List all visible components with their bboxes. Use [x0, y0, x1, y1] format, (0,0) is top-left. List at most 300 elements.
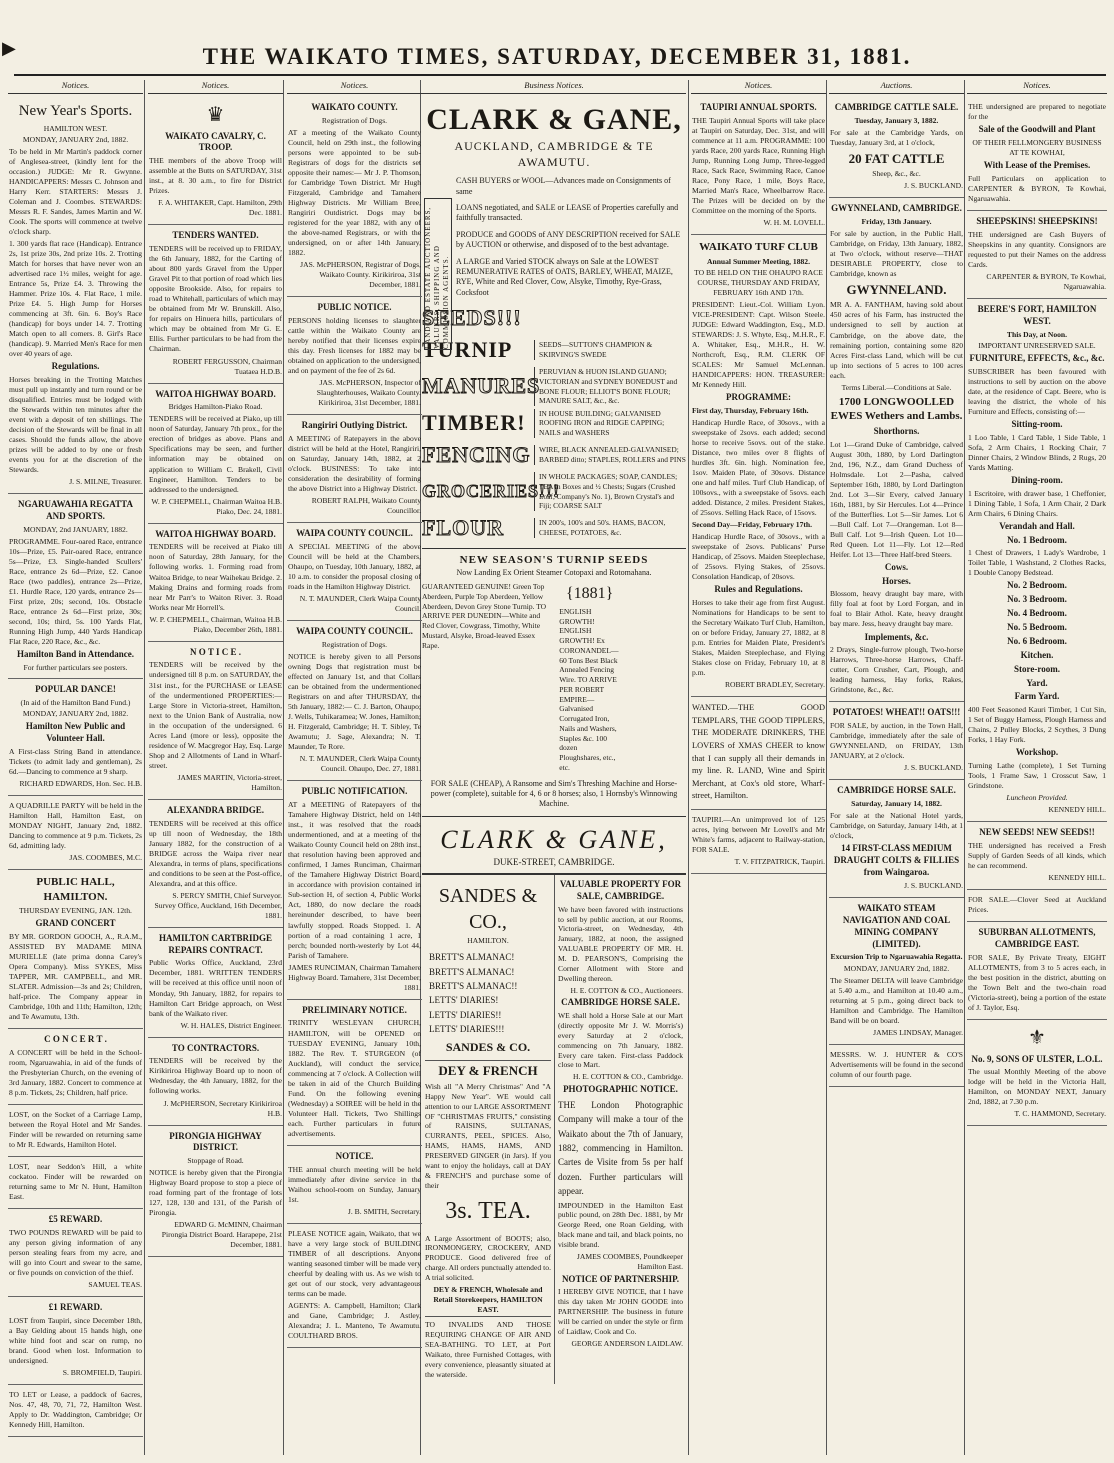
ad-title: HAMILTON CARTBRIDGE REPAIRS CONTRACT.: [159, 932, 272, 955]
masthead-title: THE WAIKATO TIMES, SATURDAY, DECEMBER 31, 1881.: [202, 44, 912, 69]
lost-cockatoo-ad: [8, 1157, 143, 1209]
ad-signature: J. S. BUCKLAND.: [904, 763, 963, 773]
ad-title: SHEEPSKINS! SHEEPSKINS!: [976, 216, 1098, 227]
ad-body: NOTICE is hereby given to all Persons owning Dogs that registration must be effected on January 1st, and that Collars can be obtained from the undermentioned Registrars on and after THURSDAY, the 5th January, 1882:— C. J. Barton, Ohaupo; J. Wells, Tuhikaramea; W. Jones, Hamilton; H. Fitzgerald, Cambridge; H. T. Sibley, Te Awamutu; J. Sage, Alexandra; N. T. Maunder, Te Rore.: [288, 652, 421, 752]
ad-signature: J. S. BUCKLAND.: [904, 880, 963, 890]
dey-french-body-2: A Large Assortment of BOOTS; also, IRONMONGERY, CROCKERY, AND PRODUCE. Good delivered free of charge. All orders punctually attended to. A trial solicited.: [425, 1233, 551, 1283]
ad-title: N O T I C E .: [190, 646, 241, 657]
ad-signature: JAS. COOMBES, M.C.: [69, 853, 142, 863]
column-divider: [144, 80, 145, 1455]
ad-signature: JAMES RUNCIMAN, Chairman Tamahere Highway Board. Tamahere, 31st December, 1881.: [288, 962, 421, 992]
clark-gane-services: [456, 176, 686, 298]
clover-seed-ad: [967, 890, 1107, 922]
ad-title: POPULAR DANCE!: [35, 684, 116, 695]
ad-body: A QUADRILLE PARTY will be held in the Hamilton Hall, Hamilton East, on MONDAY NIGHT, January 2nd, 1882. Dancing to commence at 9 p.m. Tickets, 2s 6d, admitting lady.: [9, 800, 142, 851]
ad-signature: JAMES LINDSAY, Manager.: [873, 1027, 963, 1037]
column-divider: [283, 80, 284, 1455]
ad-date: MONDAY, JANUARY 2nd, 1882.: [22, 135, 129, 145]
taupiri-land-ad: [691, 810, 826, 874]
ad-section-title: No. 5 Bedroom.: [1007, 622, 1067, 633]
clark-gane-subtitle: AUCKLAND, CAMBRIDGE & TE AWAMUTU.: [454, 139, 654, 169]
service-cash: CASH BUYERS or WOOL—Advances made on Consignments of same: [456, 176, 671, 196]
ad-date: MONDAY, 2nd JANUARY, 1882.: [23, 525, 128, 535]
ad-body: Horses breaking in the Trotting Matches must pull up instantly and turn round or be disqualified. Entries must be lodged with the Stewards within ten minutes after the event with a deposit of ten shillings. The decision of the Stewards will be final in all cases. Should the funds allow, the above prizes will be added to by one or fresh events you for at the discretion of the Stewards.: [9, 375, 142, 475]
ad-date: TO BE HELD ON THE OHAUPO RACE COURSE, THURSDAY AND FRIDAY, FEBRUARY 16th AND 17th.: [694, 267, 823, 297]
column-divider: [826, 80, 827, 1455]
gwynneland-ad: [829, 198, 964, 702]
ad-section-title: Dining-room.: [1011, 474, 1063, 485]
ad-title: New Year's Sports.: [18, 103, 133, 120]
ad-title: PROGRAMME:: [726, 391, 791, 402]
sheepskins-ad: [967, 211, 1107, 299]
goods-desc: IN WHOLE PACKAGES; SOAP, CANDLES; TEA in Boxes and ½ Chests; Sugars (Crushed Loaf, Company's No. 1), Brown Crystal's and Fiji; COARSE SALT: [534, 472, 686, 511]
ad-title: NGARUAWAHIA REGATTA AND SPORTS.: [18, 499, 133, 522]
service-produce: PRODUCE and GOODS of ANY DESCRIPTION received for SALE by AUCTION or otherwise, and disposed of to the best advantage.: [456, 229, 681, 250]
ad-subtitle: Stoppage of Road.: [187, 1156, 244, 1166]
ad-body: FOR SALE, by auction, in the Town Hall, Cambridge, immediately after the sale of GWYNNELAND, on FRIDAY, 13th JANUARY, at 2 o'clock.: [830, 721, 963, 761]
ad-signature: GEORGE ANDERSON LAIDLAW.: [571, 1338, 683, 1348]
ad-body: Handicap Hurdle Race, of 30sovs., with a sweepstake of 2sovs. Publicans' Purse Handicap, of 25sovs. Maiden Steeplechase, of 25sovs. Flying Stakes, of 25sovs. Consolation Handicap, of 20sovs.: [692, 532, 825, 582]
ad-signature: H. E. COTTON & CO., Auctioneers.: [570, 985, 683, 995]
ad-signature: J. S. MILNE, Treasurer.: [69, 477, 142, 487]
ad-title: SUBURBAN ALLOTMENTS, CAMBRIDGE EAST.: [978, 927, 1096, 950]
column-1: [8, 80, 143, 1455]
ad-subtitle: Registration of Dogs.: [321, 640, 388, 650]
goods-row-turnip: [422, 336, 686, 365]
ad-section-title: No. 3 Bedroom.: [1007, 594, 1067, 605]
ad-subtitle: Bridges Hamilton-Piako Road.: [168, 402, 263, 412]
goods-label: FENCING: [422, 441, 531, 467]
programme-day: First day, Thursday, February 16th.: [692, 405, 809, 415]
ad-body: Blossom, heavy draught bay mare, with filly foal at foot by Lord Forgan, and in foal to Blair Athol. Kate, heavy draught bay mare. Jess, heavy draught bay mare.: [830, 589, 963, 629]
ad-lot-detail: Sheep, &c., &c.: [872, 169, 921, 179]
ad-signature: T. V. FITZPATRICK, Taupiri.: [734, 857, 825, 867]
ad-signature: JAS. McPHERSON, Inspector of Slaughterhouses, Waikato County. Kirikiriroa, 31st December, 1881.: [316, 378, 421, 408]
ad-body: PROGRAMME. Four-oared Race, entrance 10s—Prize, £5. Pair-oared Race, entrance 5s—Prize, £3. Single-handed Scullers' Race, entrance 2s 6d—Prize, £2. Canoe Race (two paddles), entrance 2s—Prize, £1. Hurdle Race, 120 yards, entrance 2s—First prize, 20s; second, 10s. Obstacle Race, entrance 2s 6d—First prize, 30s; second, 10s; third, 5s. 100 Yards Flat, Running High Jump, 440 Yards Handicap Flat Race, 220 Race, &c., &c.: [9, 537, 142, 647]
ad-title: WAIKATO CAVALRY, C. TROOP.: [165, 130, 266, 153]
ad-body: For further particulars see posters.: [23, 663, 128, 673]
ad-body: Horses to take their age from first August. Nominations for Handicaps to be sent to the Secretary Waikato Turf Club, Hamilton, on or before Friday, January 27, 1882, at 8 p.m. Entries for Maiden Plate, President's Stakes, Maiden Steeplechase, and Flying Stakes close on Friday, February 10, at 8 p.m.: [692, 598, 825, 678]
ad-title: ALEXANDRA BRIDGE.: [166, 804, 264, 815]
ad-body: PRESIDENT: Lieut.-Col. William Lyon. VICE-PRESIDENT: Capt. Wilson Steele. JUDGE: Edward Waddington, Esq., M.D. STEWARDS: J. S. Whyte, Esq., M.H.R., F. A. Whitaker, Esq., M.H.R., H. W. Northcroft, Esq., R.M. CLERK OF SCALES: Mr Samuel McLennan. HANDICAPPERS: HON. TREASURER: Mr Kennedy Hill.: [692, 299, 825, 389]
ad-title: With Lease of the Premises.: [983, 160, 1091, 171]
ad-body: LOST, near Seddon's Hill, a white cockatoo. Finder will be rewarded on returning same to Mr N. Hunt, Hamilton East.: [9, 1162, 142, 1202]
ad-title: WAIKATO TURF CLUB: [699, 241, 818, 254]
ad-title: TAUPIRI ANNUAL SPORTS.: [700, 102, 817, 113]
ad-body: A First-class String Band in attendance. Tickets (to admit lady and gentleman), 2s 6d.—Dancing to commence at 9 sharp.: [9, 746, 142, 776]
ad-signature: ROBERT FERGUSSON, Chairman Tuataea H.D.B.: [172, 356, 282, 376]
column-heading: Notices.: [287, 80, 422, 94]
ad-section-title: Workshop.: [1015, 747, 1059, 758]
ad-section-title: Sitting-room.: [1011, 418, 1063, 429]
beeres-fort-sale-ad: [967, 299, 1107, 822]
column-7: [967, 80, 1107, 1455]
ad-body: THE undersigned are prepared to negotiate for the: [968, 102, 1106, 122]
ad-note: Luncheon Provided.: [1006, 793, 1068, 803]
ad-body: WE shall hold a Horse Sale at our Mart (directly opposite Mr J. W. Morris's) every Saturday at 2 o'clock, commencing on 7th January, 1882. Every care taken. First-class Paddock close to Mart.: [558, 1011, 683, 1070]
goods-row-fencing: [422, 441, 686, 470]
ad-subtitle: (In aid of the Hamilton Band Fund.): [20, 698, 131, 708]
ad-events: 1. 300 yards flat race (Handicap). Entrance 2s, 1st prize 30s, 2nd prize 10s. 2. Trotting Match for horses that have never won an advertised race 1½ miles, weight for age. Entrance 5s, Prize £4. 3. Throwing the Hammer. Prize 10s. 4. Flat Race, 1 mile. Prize £4. 5. High Jump for Horses commencing at 3ft. 6in. 6. Boy's Race (handicap) for boys under 14. 7. Trotting Match open to all comers. 8. Girl's Race (handicap). 9. Married Men's Race for men over 40 years of age.: [9, 239, 142, 359]
waitoa-bridges-ad: [148, 384, 283, 524]
public-hall-ad: [8, 870, 143, 1029]
turnip-seeds-subheading: Now Landing Ex Orient Steamer Cotopaxi and Rotomahana.: [456, 567, 652, 577]
turnip-right: [559, 582, 686, 773]
ad-title: Hamilton Band in Attendance.: [16, 649, 135, 660]
potatoes-ad: [829, 702, 964, 780]
ad-title: £5 REWARD.: [48, 1214, 103, 1225]
column-5: [691, 80, 826, 1455]
clark-gane-title: CLARK & GANE,: [426, 103, 682, 137]
ad-body: A SPECIAL MEETING of the above Council will be held at the Chambers, Ohaupo, on Tuesday, 10th January, 1882, at 10 a.m. to consider the proposal closing of roads in the Hamilton Highway District.: [288, 542, 421, 592]
ad-section-title: Horses.: [882, 575, 911, 586]
column-heading: Notices.: [967, 80, 1107, 94]
service-loans: LOANS negotiated, and SALE or LEASE of Properties carefully and faithfully transacted.: [456, 203, 679, 223]
ad-title: CAMBRIDGE HORSE SALE.: [561, 997, 680, 1008]
ad-section-title: Store-room.: [1014, 663, 1060, 674]
sandes-dey-column: [422, 875, 554, 1383]
ad-title: PRELIMINARY NOTICE.: [302, 1004, 407, 1015]
ad-body: Full Particulars on application to CARPENTER & BYRON, Te Kowhai, Ngaruawahia.: [968, 174, 1106, 204]
ad-body: TENDERS will be received at Piako, up till noon of Saturday, January 7th prox., for the erection of bridges as above. Plans and Specifications may be seen, and further information may be obtained on application to William C. Brakell, Civil Engineer, Hamilton. Tenders to be addressed to the undersigned.: [149, 414, 282, 494]
goods-label: FLOUR: [422, 514, 504, 540]
ad-date: This Day, at Noon.: [1006, 329, 1068, 339]
lodge-emblem-icon: ⚜: [1028, 1027, 1046, 1050]
ad-title: WAIKATO STEAM NAVIGATION AND COAL MINING COMPANY (LIMITED).: [842, 902, 951, 949]
ad-section-title: No. 6 Bedroom.: [1007, 635, 1067, 646]
pirongia-ad: [148, 1126, 283, 1258]
ad-section-title: No. 1 Bedroom.: [1007, 534, 1067, 545]
ad-terms: Terms Liberal.—Conditions at Sale.: [841, 382, 952, 392]
tenders-wanted-ad: [148, 225, 283, 383]
public-notification-ad: [287, 781, 422, 999]
vertical-banner: [424, 198, 452, 350]
lost-lamp-ad: [8, 1105, 143, 1157]
wanted-ad: [691, 697, 826, 810]
column-heading: Auctions.: [829, 80, 964, 94]
sons-of-ulster-ad: [967, 1020, 1107, 1126]
ad-body: Turning Lathe (complete), 1 Set Turning Tools, 1 Frame Saw, 1 Crosscut Saw, 1 Grindstone.: [968, 761, 1106, 791]
ad-title: TENDERS WANTED.: [172, 230, 259, 241]
ad-subtitle: HAMILTON WEST.: [43, 124, 108, 134]
ad-body: To be held in Mr Martin's paddock corner of Anglesea-street, (kindly lent for the occasion.) JUDGE: Mr R. Gwynne. HANDICAPPERS: Messrs C. Johnson and Harry Kerr. STARTERS: Messrs J. Coleman and J. Coombes. STEWARDS: Messrs R. F. Sandes, James Martin and W. Cook. The sports will commence at twelve o'clock sharp.: [9, 147, 142, 237]
ad-body: WANTED.—THE GOOD TEMPLARS, THE GOOD TIPPLERS, THE MODERATE DRINKERS, THE LOVERS of XMAS CHEER to know that I can supply all their demands in my line. R. LAND, Wine and Spirit Merchant, at Cox's old store, Wharf-street, Hamilton.: [692, 703, 825, 801]
year-box: {1881}: [566, 585, 614, 603]
waitoa-works-ad: [148, 524, 283, 642]
reward-five-ad: [8, 1209, 143, 1297]
quadrille-ad: [8, 796, 143, 870]
cattle-sale-ad: [829, 97, 964, 198]
ad-title: TO CONTRACTORS.: [171, 1042, 260, 1053]
ad-date: MONDAY, JANUARY 2nd, 1882.: [22, 709, 129, 719]
ad-lot: 20 FAT CATTLE: [848, 151, 945, 167]
ad-body: TAUPIRI.—An unimproved lot of 125 acres, lying between Mr Lovell's and Mr White's farms, adjacent to Railway-station, FOR SALE.: [692, 815, 825, 855]
ad-subtitle: Annual Summer Meeting, 1882.: [706, 256, 810, 266]
ad-body: NOTICE is hereby given that the Pirongia Highway Board propose to stop a piece of road forming part of the frontage of lots 127, 128, 130 and 131, of the Parish of Pirongia.: [149, 1168, 282, 1218]
ad-body: TO LET or Lease, a paddock of 6acres, Nos. 47, 48, 70, 71, 72, Hamilton West. Apply to Dr. Waddington, Cambridge; Or Kennedy Hill, Hamilton.: [9, 1390, 142, 1430]
ad-signature: ROBERT RALPH, Waikato County Councillor.: [311, 496, 421, 516]
threshing-machine-sale: FOR SALE (CHEAP), A Ransome and Sim's Threshing Machine and Horse-power (complete), suitable for 4, 6 or 8 horses; also, 1 Hornsby's Winnowing Machine.: [430, 778, 678, 809]
almanac-item: LETTS' DIARIES!: [429, 995, 499, 1006]
ad-section-title: No. 2 Bedroom.: [1007, 580, 1067, 591]
ad-signature: JAS. McPHERSON, Registrar of Dogs, Waikato County. Kirikiriroa, 31st December, 1881.: [300, 260, 421, 290]
ad-body: Handicap Hurdle Race, of 30sovs., with a sweepstake of 2sovs. each added; second horse to receive 5sovs. out of the stake. Distance, two miles over 8 flights of hurdles 3ft. 6in. high. Nomination fee, 1sov. Maiden Plate, of 30sovs. Distance one and half miles. Turf Club Handicap, of 100sovs., with a sweepstake of 5sovs. each added. Distance, 2 miles. President Stakes, of 25sovs. Selling Hack Race, of 15sovs.: [692, 417, 825, 518]
ad-title: Hamilton New Public and Volunteer Hall.: [25, 721, 126, 744]
ad-body: TENDERS will be received up to FRIDAY, the 6th January, 1882, for the Carting of about 800 yards Gravel from the Upper Gravel Pit to that portion of road which lies opposite Brookside. Also, for repairs to road to Whitehall, particulars of which may be obtained from Mr W. Brunskill. Also, for repairs on Hinuera hills, particulars of which may be obtained from Mr G. E. Ellis. Further particulars to be had from the Chairman.: [149, 244, 282, 354]
ad-signature: W. P. CHEPMELL, Chairman, Waitoa H.B. Piako, December 26th, 1881.: [149, 614, 282, 634]
taupiri-sports-ad: [691, 97, 826, 235]
ad-signature: W. P. CHEPMELL, Chairman Waitoa H.B. Piako, Dec. 24, 1881.: [151, 496, 282, 516]
ad-body: For sale at the Cambridge Yards, on Tuesday, January 3rd, at 1 o'clock,: [830, 128, 963, 148]
ad-body: 1 Loo Table, 1 Card Table, 1 Side Table, 1 Sofa, 2 Arm Chairs, 1 Rocking Chair, 7 Dinner Chairs, 2 Window Blinds, 2 Rugs, 20 Yards Matting.: [968, 432, 1106, 472]
goods-desc: PERUVIAN & HUON ISLAND GUANO; VICTORIAN and SYDNEY BONEDUST and BONE FLOUR; ELLIOT'S BONE FLOUR; MANURE SALT, &c., &c.: [534, 367, 686, 406]
ad-body: TWO POUNDS REWARD will be paid to any person giving information of any person stealing fears from my acre, and will go into Court and swear to the same, or five pounds on conviction of the thief.: [9, 1228, 142, 1278]
tea-title: 3s. TEA.: [445, 1198, 531, 1225]
ad-title: BEERE'S FORT, HAMILTON WEST.: [977, 304, 1097, 326]
goods-label: TIMBER!: [422, 409, 526, 435]
ad-signature: J. McPHERSON, Secretary Kirikiriroa H.B.: [163, 1098, 282, 1118]
ad-signature: J. B. SMITH, Secretary.: [347, 1206, 421, 1216]
goods-row-groceries: [422, 472, 686, 511]
column-heading: Business Notices.: [422, 80, 686, 94]
ad-body: THE undersigned has received a Fresh Supply of Garden Seeds of all kinds, which he can recommend.: [968, 841, 1106, 871]
goods-row-flour: [422, 514, 686, 543]
ad-section-title: Verandah and Hall.: [999, 520, 1075, 531]
ad-title: WAITOA HIGHWAY BOARD.: [155, 528, 276, 539]
column-2: [148, 80, 283, 1455]
ad-body: For sale at the National Hotel yards, Cambridge, on Saturday, January 14th, at 1 o'clock,: [830, 811, 963, 841]
ad-section-title: Kitchen.: [1020, 649, 1054, 660]
turnip-seeds-heading: NEW SEASON'S TURNIP SEEDS: [422, 548, 686, 567]
ad-title: POTATOES! WHEAT!! OATS!!!: [832, 707, 961, 718]
contractors-ad: [148, 1038, 283, 1126]
ad-body: We have been favored with instructions to sell by public auction, at our Rooms, Victoria-street, on Wednesday, 4th January, 1882, at noon, the assigned VALUABLE PROPERTY OF MR. H. M. D. PEARSON'S, Comprising the Corner Allotment with Store and Dwelling thereon.: [558, 904, 683, 983]
ad-body: PERSONS holding licenses to slaughter cattle within the Waikato County are hereby notified that their licenses expire this day. Fresh licenses for 1882 may be obtained on application to the undersigned, and on payment of the fee of 2s 6d.: [288, 316, 421, 376]
ad-body: IMPOUNDED in the Hamilton East public pound, on 28th Dec. 1881, by Mr George Reed, one Roan Gelding, with black mane and tail, and black points, no visible brand.: [558, 1200, 683, 1249]
ad-signature: RICHARD EDWARDS, Hon. Sec. H.B.: [19, 778, 142, 788]
property-notice-ad: [148, 642, 283, 800]
column-heading: Notices.: [8, 80, 143, 94]
ad-signature: KENNEDY HILL.: [1048, 805, 1106, 815]
goods-label: SEEDS!!!: [422, 305, 522, 331]
property-column: [554, 875, 686, 1383]
ad-body: I HEREBY GIVE NOTICE, that I have this day taken Mr JOHN GOODE into PARTNERSHIP. The business in future will be carried on under the style or firm of Laidlaw, Cook and Co.: [558, 1287, 683, 1336]
column-3: [287, 80, 422, 1455]
ad-title-big: GWYNNELAND.: [846, 282, 947, 298]
almanac-list: [429, 950, 551, 1036]
ad-body: A CONCERT will be held in the School-room, Ngaruawahia, in aid of the funds of the Presbyterian Church, on the evening of 3rd January, 1882. Concert to commence at 8 p.m. Tickets, 2s; Children, half price.: [9, 1048, 142, 1098]
banner-text: LAND AND ESTATE AUCTIONEERS, VALUERS, SHIPPING AND COMMISSION AGENTS.: [424, 206, 451, 349]
ad-body: AT a meeting of the Waikato County Council, held on 29th inst., the following persons were appointed to be sub-Registrars of dogs for the districts set opposite their names:— Mr J. P. Thomson, for Cambridge Town District. Mr Hugh Fitzgerald, Cambridge and Tamahere Highway Districts. Mr William Bree, Rangiriri Outdistrict. Dogs may be registered for the year 1882, with any of the above-named Registrars, or with the undersigned, on or after 14th January, 1882.: [288, 128, 421, 258]
goods-desc: SEEDS—SUTTON'S CHAMPION & SKIRVING'S SWEDE: [534, 340, 686, 359]
ad-body: TENDERS will be received at Piako till noon of Saturday, 28th January, for the following works. 1. Forming road from Waitoa Bridge, to near Waihekau Bridge. 2. Making Drains and forming roads from near Mr Parr's to Waiton River. 3. Road Works near Mr Horrell's.: [149, 542, 282, 612]
ad-body: AT a MEETING of Ratepayers of the Tamahere Highway District, held on 14th inst., it was resolved that the roads undermentioned, and at a meeting of the Waikato County Council held on 28th inst., that resolution having been approved and confirmed, I James Runciman, Chairman of the Tamahere Highway District Board, in accordance with provision contained in Sub-section H, of section 4, Public Works Act, 1880, do now declare the roads hereinunder described, to have been lawfully stopped. Roads Stopped. 1. A portion of a road containing 1 acre, 1 perch; bounded north-westerly by Lot 44, Parish of Tamahere.: [288, 800, 421, 960]
goods-label: GROCERIES!!!: [422, 480, 561, 501]
ad-body: 1 Chest of Drawers, 1 Lady's Wardrobe, 1 Toilet Table, 1 Washstand, 2 Clothes Racks, 1 Double Canopy Bedstead.: [968, 548, 1106, 578]
ad-body: THE undersigned are Cash Buyers of Sheepskins in any quantity. Consignors are requested to put their Names on the address Cards.: [968, 229, 1106, 269]
column-divider: [964, 80, 965, 1455]
ad-body: A MEETING of Ratepayers in the above district will be held at the Hotel, Rangiriri, on Saturday, January 14th, 1882, at 2 o'clock. BUSINESS: To take into consideration the desirability of forming the above District into a Highway District.: [288, 434, 421, 494]
turnip-seeds-grid: [422, 582, 686, 773]
ad-title: Rules and Regulations.: [714, 584, 803, 595]
ad-title: Sale of the Goodwill and Plant: [978, 124, 1096, 135]
ad-subtitle: GRAND CONCERT: [35, 918, 116, 929]
sandes-title: SANDES & CO.,: [438, 885, 538, 934]
service-stock: A LARGE and Varied STOCK always on Sale at the LOWEST REMUNERATIVE RATES of OATS, BARLEY, WHEAT, MAIZE, RYE, White and Red Clover, Cow, Alsyke, Timothy, Rye-Grass, Cocksfoot: [456, 256, 673, 297]
ad-signature: CARPENTER & BYRON, Te Kowhai, Ngaruawahia.: [986, 272, 1106, 292]
ad-signature: JAMES COOMBES, Poundkeeper Hamilton East.: [576, 1251, 683, 1271]
goods-row-seeds: [422, 304, 686, 333]
cavalry-ad: [148, 97, 283, 225]
ad-body: The Steamer DELTA will leave Cambridge at 5.40 a.m., and Hamilton at 10.40 a.m., returning at 5 p.m., going direct back to Hamilton and Cambridge. The Hamilton Band will be on board.: [830, 975, 963, 1025]
almanac-item: BRETT'S ALMANAC!: [429, 952, 515, 963]
goods-row-manures: [422, 367, 686, 406]
suburban-allotments-ad: [967, 922, 1107, 1020]
ad-date: THURSDAY EVENING, JAN. 12th.: [19, 906, 132, 916]
ad-body: TRINITY WESLEYAN CHURCH, HAMILTON, will be OPENED on TUESDAY EVENING, January 10th, 1882. The Rev. T. STURGEON (of Auckland), will conduct the service, commencing at 7 o'clock. A Collection will be taken in aid of the Church Building Fund. On the following evening (Wednesday) a SOIREE will be held in the Volunteer Hall. Tickets, Two Shillings each. Further particulars in future advertisements.: [288, 1018, 421, 1138]
waipa-meeting-ad: [287, 523, 422, 621]
ad-body: TENDERS will be received at this office up till noon of Wednesday, the 18th January 1882, for the construction of a BRIDGE across the Waipa river near Alexandra, in terms of plans, specifications and conditions to be seen at the Post-office, Alexandra, and at this office.: [149, 818, 282, 888]
ad-date: Tuesday, January 3, 1882.: [854, 116, 939, 126]
new-years-sports-ad: [8, 97, 143, 494]
ad-signature: S. BROMFIELD, Taupiri.: [62, 1368, 142, 1378]
ad-title: Regulations.: [51, 361, 100, 372]
ad-signature: H. E. COTTON & CO., Cambridge.: [573, 1072, 683, 1082]
goods-desc: WIRE, BLACK ANNEALED-GALVANISED; BARBED ditto; STAPLES, ROLLERS and PINS: [534, 445, 686, 464]
ad-subtitle: Excursion Trip to Ngaruawahia Regatta.: [830, 952, 963, 962]
ad-lot: 1700 LONGWOOLLED EWES Wethers and Lambs.: [830, 395, 963, 423]
ad-signature: N. T. MAUNDER, Clerk Waipa County Council.: [299, 594, 421, 614]
ad-title: WAITOA HIGHWAY BOARD.: [155, 388, 276, 399]
turnip-left: GUARANTEED GENUINE! Green Top Aberdeen, Purple Top Aberdeen, Yellow Aberdeen, Devon Grey Stone Turnip. TO ARRIVE PER DUNEDIN—White and Red Clover, Cowgrass, Timothy, White Mustard, Alsyke, Broad-leaved Essex Rape.: [422, 582, 547, 650]
almanac-item: LETTS' DIARIES!!!: [429, 1024, 505, 1035]
ad-signature: S. PERCY SMITH, Chief Surveyor. Survey Office, Auckland, 16th December, 1881.: [154, 890, 282, 920]
ad-body: 1 Escritoire, with drawer base, 1 Cheffonier, 1 Dining Table, 1 Sofa, 1 Arm Chair, 2 Dark Arm Chairs, 6 Dining Chairs.: [968, 488, 1106, 518]
goods-label: TURNIP: [422, 336, 513, 362]
ad-body: FOR SALE, By Private Treaty, EIGHT ALLOTMENTS, from 3 to 5 acres each, in the best position in the district, abutting on the Town Belt and the two-chain road (Victoria-street), being a portion of the estate of J. Taylor, Esq.: [968, 953, 1106, 1013]
ad-body: 400 Feet Seasoned Kauri Timber, 1 Cut Sin, 1 Set of Buggy Harness, Plough Harness and Chains, 2 Pulley Blocks, 2 Scythes, 3 Dung Forks, 1 Hay Fork.: [968, 705, 1106, 745]
ad-subtitle: Registration of Dogs.: [321, 116, 388, 126]
ad-signature: W. H. M. LOVELL.: [763, 218, 825, 228]
ad-title: NOTICE.: [335, 1150, 374, 1161]
ad-title: WAIKATO COUNTY.: [311, 102, 398, 113]
ad-body: TENDERS will be received by the Kirikiriroa Highway Board up to noon of Wednesday, the 4th January, 1882, for the following works.: [149, 1056, 282, 1096]
ad-date: Friday, 13th January.: [861, 217, 932, 227]
clark-gane-footer-title: CLARK & GANE,: [422, 816, 686, 857]
ad-title: PHOTOGRAPHIC NOTICE.: [563, 1084, 678, 1095]
clark-gane-footer-address: DUKE-STREET, CAMBRIDGE.: [422, 857, 686, 875]
ad-subtitle: OF THEIR FELLMONGERY BUSINESS AT TE KOWHAI,: [972, 138, 1102, 158]
ad-body: THE Taupiri Annual Sports will take place at Taupiri on Saturday, Dec. 31st, and will commence at 11 a.m. PROGRAMME: 100 yards Race, 200 yards Race, Running High Jump, Running Long Jump, Three-legged Race, Sack Race, Swimming Race, Canoe Race, Pony Race, 1 mile, Boys Race, Married Man's Race, Wheelbarrow Race. The Prizes will be decided on by the Committee on the morning of the Sports.: [692, 116, 825, 216]
column-6: [829, 80, 964, 1455]
ad-title: GWYNNELAND, CAMBRIDGE.: [831, 203, 962, 214]
popular-dance-ad: [8, 679, 143, 796]
masthead-rule: [14, 74, 1106, 76]
column-heading: Notices.: [691, 80, 826, 94]
ad-date: Saturday, January 14, 1882.: [851, 799, 942, 809]
page-corner-mark: ▶: [2, 38, 16, 59]
ad-title: PUBLIC NOTICE.: [317, 302, 392, 313]
regatta-ad: [8, 494, 143, 679]
ad-title: C O N C E R T .: [44, 1034, 107, 1045]
to-let-ad: [8, 1385, 143, 1437]
wide-split-section: [422, 874, 686, 1383]
building-timber-ad: [287, 1224, 422, 1348]
fellmongery-ad: [967, 97, 1107, 211]
ad-title: WAIPA COUNTY COUNCIL.: [296, 528, 413, 539]
programme-day: Second Day—Friday, February 17th.: [692, 520, 813, 530]
reward-one-ad: [8, 1297, 143, 1385]
dey-french-signature: DEY & FRENCH, Wholesale and Retail Storekeepers, HAMILTON EAST.: [433, 1284, 543, 1314]
ad-body: 2 Drays, Single-furrow plough, Two-horse Harrows, Three-horse Harrows, Chaff-cutter, Corn Crusher, Cart, Plough, and leading harness, Hay forks, Rakes, Grindstone, &c., &c.: [830, 645, 963, 695]
ad-signature: KENNEDY HILL.: [1048, 873, 1106, 883]
ad-title: No. 9, SONS OF ULSTER, L.O.L.: [971, 1053, 1103, 1064]
waikato-county-dogs-ad: [287, 97, 422, 297]
ad-signature: ROBERT BRADLEY, Secretary.: [724, 680, 825, 690]
ad-body: THE London Photographic Company will make a tour of the Waikato about the 7th of January, 1882, commencing in Hamilton. Cartes de Visite from 5s per half dozen. Further particulars will appear.: [558, 1099, 683, 1197]
ad-body: FOR SALE.—Clover Seed at Auckland Prices.: [968, 895, 1106, 915]
goods-row-timber: [422, 409, 686, 438]
dey-french-body: Wish all "A Merry Christmas" And "A Happy New Year". WE would call attention to our LARGE ASSORTMENT OF "CHRISTMAS FRUITS," consisting of RAISINS, SULTANAS, CURRANTS, PEEL, SPICES. Also, HAMS, HAMS, HAMS, AND PRESERVED GINGER (in Jars). If you want to enjoy the holidays, call at DAY & FRENCH'S and purchase some of their: [425, 1081, 551, 1190]
ad-signature: F. A. WHITAKER, Capt. Hamilton, 29th Dec. 1881.: [158, 198, 282, 218]
dey-french-title: DEY & FRENCH: [438, 1063, 538, 1079]
ad-title: CAMBRIDGE HORSE SALE.: [837, 785, 956, 796]
ad-title: PIRONGIA HIGHWAY DISTRICT.: [169, 1130, 262, 1153]
ad-title: CAMBRIDGE CATTLE SALE.: [834, 102, 959, 113]
ad-section-title: Yard.: [1026, 677, 1048, 688]
ad-body: Public Works Office, Auckland, 23rd December, 1881. WRITTEN TENDERS will be received at this office until noon of Monday, 9th January, 1882, for repairs to Hamilton Cart Bridge approach, on West bank of the Waikato river.: [149, 958, 282, 1018]
almanac-item: LETTS' DIARIES!!: [429, 1009, 502, 1020]
column-divider: [688, 80, 689, 1455]
almanac-item: BRETT'S ALMANAC!: [429, 966, 515, 977]
ad-signature: T. C. HAMMOND, Secretary.: [1014, 1109, 1106, 1119]
ad-subtitle: IMPORTANT UNRESERVED SALE.: [978, 340, 1096, 350]
ad-section-title: Cows.: [884, 561, 909, 572]
ad-title: PUBLIC NOTIFICATION.: [301, 786, 408, 797]
ad-signature: W. H. HALES, District Engineer.: [180, 1020, 282, 1030]
waipa-dogs-ad: [287, 621, 422, 781]
ad-signature: J. S. BUCKLAND.: [904, 181, 963, 191]
sandes-subtitle: HAMILTON.: [467, 936, 509, 946]
ad-body: LOST from Taupiri, since December 18th, a Bay Gelding about 15 hands high, one white hind foot and scar on rump, no brand. Good when lost. Information to undersigned.: [9, 1316, 142, 1366]
ad-section-title: Implements, &c.: [864, 631, 929, 642]
ad-body: PLEASE NOTICE again, Waikato, that we have a very large stock of BUILDING TIMBER of all descriptions. Anyone wanting seasoned timber will be made very cheerful by dealing with us. As we wish to get out of our stock, very advantageous terms can be made.: [288, 1228, 421, 1298]
turnip-right-text: ENGLISH GROWTH! ENGLISH GROWTH! Ex CORONANDEL—60 Tons Best Black Annealed Fencing Wire. TO ARRIVE PER ROBERT EMPIRE—Galvanised Corrugated Iron, Nails and Washers, Staples &c. 100 dozen Ploughshares, etc., etc.: [559, 606, 619, 772]
ad-body: For sale by auction, in the Public Hall, Cambridge, on Friday, 13th January, 1882, at Two o'clock, without reserve—THAT DESIRABLE PROPERTY, close to Cambridge, known as: [830, 229, 963, 279]
ad-title: NOTICE OF PARTNERSHIP.: [561, 1273, 680, 1284]
ad-signature: N. T. MAUNDER, Clerk Waipa County Council. Ohaupo, Dec. 27, 1881.: [299, 754, 421, 774]
ad-title: PUBLIC HALL, HAMILTON.: [36, 876, 115, 903]
ad-title: Rangiriri Outlying District.: [301, 420, 408, 431]
ad-body: THE annual church meeting will be held immediately after divine service in the Waihou school-room on Sunday, January 1st.: [288, 1164, 421, 1204]
cartbridge-repairs-ad: [148, 928, 283, 1038]
ad-section-title: Shorthorns.: [873, 425, 920, 436]
horse-sale-ad: [829, 780, 964, 898]
ad-title: VALUABLE PROPERTY FOR SALE, CAMBRIDGE.: [559, 879, 682, 901]
ad-body: Lot 1—Grand Duke of Cambridge, calved August 30th, 1880, by Lord Darlington 2nd, 196, N.Z., dam Grand Duchess of Holmsdale. Lot 2—Pasha, calved September 16th, 1880, by Lord Darlington 2nd. Lot 3—Sir Every, calved January 16th, 1881, by Sir Hercules. Lot 4—Prince of the Butterflies. Lot 5—Sir James. Lot 6—Bull Calf. Lot 7—Orangeman. Lot 8—Bull Calf. Lot 9—Irish Queen. Lot 10—Red Queen. Lot 11—Fly. Lot 12—Red Heifer. Lot 13—Three Half-bred Steers.: [830, 439, 963, 559]
turf-club-ad: [691, 235, 826, 697]
ad-body: MR A. A. FANTHAM, having sold about 450 acres of his Farm, has instructed the undersigned to sell by auction at Cambridge, on the above date, the remaining portion, containing some 820 Acres First-class Land, which will be cut up into sections of 5 acres to 100 acres each.: [830, 300, 963, 380]
column-business: [422, 80, 686, 1455]
goods-label: MANURES: [422, 373, 541, 399]
invalids-ad: TO INVALIDS AND THOSE REQUIRING CHANGE OF AIR AND SEA-BATHING. TO LET, at Port Waikato, three Furnished Cottages, with every convenience, pleasantly situated at the waterside.: [425, 1316, 551, 1379]
ad-date: MONDAY, JANUARY 2nd, 1882.: [843, 963, 950, 973]
almanac-item: BRETT'S ALMANAC!!: [429, 980, 518, 991]
new-seeds-ad: [967, 822, 1107, 890]
ad-body: MESSRS. W. J. HUNTER & CO'S Advertisements will be found in the second column of our fourth page.: [830, 1049, 963, 1079]
rangiriri-ad: [287, 415, 422, 523]
ad-body: SUBSCRIBER has been favoured with instructions to sell by auction on the above date, at the residence of Capt. Beere, who is leaving the district, the whole of his Furniture and Effects, consisting of:—: [968, 366, 1106, 416]
